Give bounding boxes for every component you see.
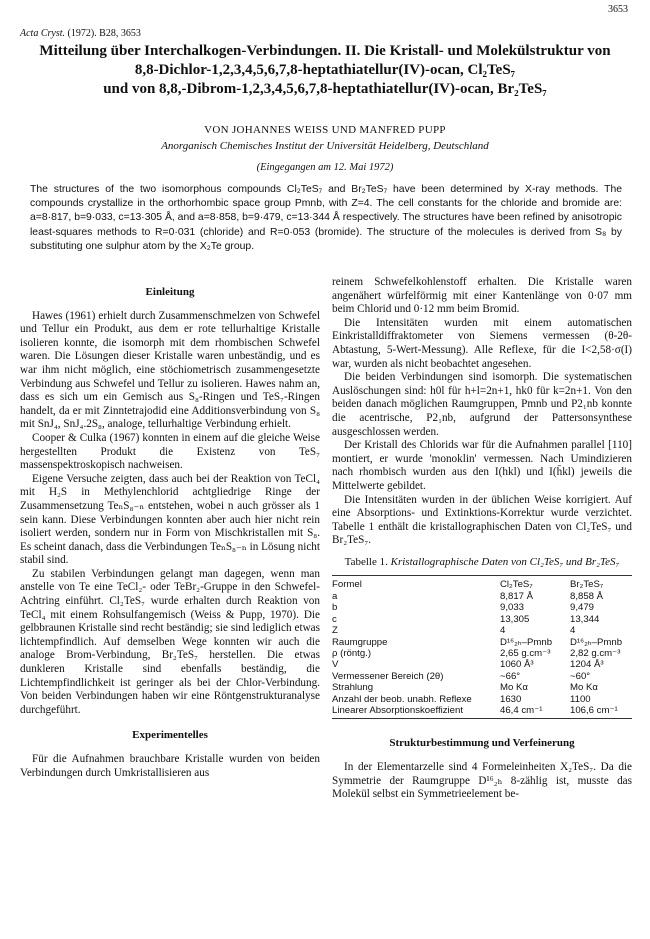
table-cell-property: Formel [332,579,362,591]
received-date: (Eingegangen am 12. Mai 1972) [256,162,394,173]
table-cell-property: Linearer Absorptionskoeffizient [332,704,464,716]
heading-experimentelles: Experimentelles [132,729,208,742]
table-cell-property: Z [332,625,338,637]
paragraph: Zu stabilen Verbindungen gelangt man dagegen, wenn man anstelle von Te eine TeCl₂- oder TeBr₂-Gruppe in den Schwefel-Achtring einführt. Cl₂TeS₇ wurde erhalten durch Reaktion von TeCl₄ mit einem Rohsulfangemisch (Weiss & Pupp, 1970). Die gelbbraunen Kristalle sind recht beständig; sie sind lediglich etwas lichtempfindlich. Auf demselben Wege konnten wir auch die analoge Brom-Verbindung, Br₂TeS₇ herstellen. Die etwas dunkleren Kristalle sind ebenfalls beständig, die Lichtempfindlichkeit ist geringer als bei der Chlor-Verbindung. Von beiden Verbindungen haben wir eine Röntgenstrukturanalyse durchgeführt. [20,567,320,716]
paragraph: Eigene Versuche zeigten, dass auch bei der Reaktion von TeCl₄ mit H₂S in Methylenchlorid achtgliedrige Ringe der Zusammensetzung TeₙS₈₋ₙ entstehen, wobei n auch grösser als 1 sein kann. Diese Verbindungen konnten aber auch hier nicht rein isoliert werden, sondern nur in Form von Mischkristallen mit S₈. Es scheint danach, dass die Verbindungen TeₙS₈₋ₙ in Lösung nicht stabil sind. [20,472,320,567]
table-cell-bromide: 13,344 [570,613,600,625]
table-cell-bromide: D¹⁶₂ₕ–Pmnb [570,636,623,648]
heading-strukturbestimmung: Strukturbestimmung und Verfeinerung [389,737,575,750]
crystal-data-table [332,579,632,716]
table-cell-chloride: 8,817 Å [500,590,534,602]
journal-volume: (1972). B28, 3653 [67,28,141,39]
page-number: 3653 [608,4,628,15]
title-line-2: 8,8-Dichlor-1,2,3,4,5,6,7,8-heptathiatellur(IV)-ocan, Cl₂TeS₇ [134,62,516,78]
table-caption-text: Kristallographische Daten von Cl₂TeS₇ und Br₂TeS₇ [390,555,620,568]
table-cell-bromide: 1100 [570,693,591,705]
paragraph: Die Intensitäten wurden in der üblichen Weise korrigiert. Auf eine Absorptions- und Extinktions-Korrektur wurde verzichtet. Tabelle 1 enthält die kristallographischen Daten von Cl₂TeS₇ und Br₂TeS₇. [332,493,632,547]
table-cell-chloride: Cl₂TeS₇ [500,579,533,591]
table-cell-bromide: Br₂TeS₇ [570,579,604,591]
article-title [14,42,636,99]
table-cell-chloride: D¹⁶₂ₕ–Pmnb [500,636,553,648]
table-cell-bromide: 9,479 [570,602,595,614]
table-row [332,705,632,716]
paragraph: Cooper & Culka (1967) konnten in einem auf die gleiche Weise hergestellten Produkt die Existenz von TeS₇ massenspektroskopisch nachweisen. [20,431,320,472]
table-caption [332,556,632,570]
table-cell-property: b [332,602,338,614]
paragraph: In der Elementarzelle sind 4 Formeleinheiten X₂TeS₇. Da die Symmetrie der Raumgruppe D¹⁶₂ₕ 8-zählig ist, musste das Molekül selbst ein Symmetrieelement be- [332,760,632,801]
table-cell-bromide: Mo Kα [570,682,598,694]
table-row [332,671,632,682]
table-row [332,625,632,636]
table-cell-property: a [332,590,338,602]
abstract: The structures of the two isomorphous compounds Cl₂TeS₇ and Br₂TeS₇ have been determined by X-ray methods. The compounds crystallize in the orthorhombic space group Pmnb, with Z=4. The cell constants for the chloride and bromide are: a=8·817, b=9·033, c=13·305 Å, and a=8·858, b=9·479, c=13·344 Å respectively. The structures have been refined by anisotropic least-squares methods to R=0·031 (chloride) and R=0·053 (bromide). The structure of the molecules is derived from S₈ by substituting one sulphur atom by the X₂Te group. [30,184,622,252]
table-cell-bromide: 8,858 Å [570,590,604,602]
table-top-rule [332,575,632,576]
table-cell-chloride: 13,305 [500,613,530,625]
table-row [332,682,632,693]
table-cell-property: Anzahl der beob. unabh. Reflexe [332,693,472,705]
table-cell-bromide: 106,6 cm⁻¹ [570,704,618,716]
title-line-1: Mitteilung über Interchalkogen-Verbindungen. II. Die Kristall- und Molekülstruktur von [39,43,611,59]
table-cell-property: Raumgruppe [332,636,388,648]
table-cell-bromide: 2,82 g.cm⁻³ [570,647,621,659]
table-row [332,602,632,613]
table-cell-chloride: 46,4 cm⁻¹ [500,704,543,716]
institution: Anorganisch Chemisches Institut der Universität Heidelberg, Deutschland [161,140,489,152]
table-row [332,579,632,590]
table-row [332,591,632,602]
paragraph: Die beiden Verbindungen sind isomorph. Die systematischen Auslöschungen sind: h0l für h+l=2n+1, hk0 für k=2n+1. Von den beiden danach möglichen Raumgruppen, Pmnb und P2₁nb konnte die acentrische, P2₁nb, aufgrund der Pattersonsynthese ausgeschlossen werden. [332,371,632,438]
table-cell-chloride: 2,65 g.cm⁻³ [500,647,551,659]
paragraph: Für die Aufnahmen brauchbare Kristalle wurden von beiden Verbindungen durch Umkristallisieren aus [20,753,320,779]
right-column [332,276,632,802]
table-bottom-rule [332,718,632,719]
table-cell-chloride: 4 [500,625,506,637]
table-cell-chloride: 9,033 [500,602,525,614]
paragraph: Der Kristall des Chlorids war für die Aufnahmen parallel [110] montiert, er wurde 'monoklin' vermessen. Nach Umindizieren nach rhombisch wurden aus den I(hkl) und I(h̄kl) jeweils die Mittelwerte gebildet. [332,439,632,492]
table-row [332,694,632,705]
journal-name: Acta Cryst. [20,28,65,39]
table-row [332,614,632,625]
table-cell-property: Vermessener Bereich (2θ) [332,670,444,682]
paragraph: Hawes (1961) erhielt durch Zusammenschmelzen von Schwefel und Tellur ein Produkt, aus dem er rote tellurhaltige Kristalle isolieren konnte, die isomorph mit dem rhombischen Schwefel waren. Die Lösungen dieser Kristalle waren unbeständig, und es war ihm nicht möglich, eine stöchiometrisch zusammengesetzte Verbindung aus Schwefel und Tellur zu isolieren. Hawes nahm an, dass es sich um ein Gemisch aus S₈-Ringen und TeS₇-Ringen handelt, da er mit Zinntetrajodid eine Additionsverbindung von S₈ mit SnJ₄, SnJ₄.2S₈, analoge, tellurhaltige Verbindung erhielt. [20,309,320,431]
table-row [332,648,632,659]
table-cell-property: c [332,613,337,625]
table-caption-label: Tabelle 1. [344,555,388,568]
table-cell-chloride: 1060 Å³ [500,659,534,671]
table-cell-bromide: ~60° [570,670,591,682]
table-cell-chloride: 1630 [500,693,522,705]
table-cell-chloride: Mo Kα [500,682,528,694]
table-cell-property: ρ (röntg.) [332,647,372,659]
journal-citation [20,28,141,39]
table-cell-chloride: ~66° [500,670,521,682]
title-line-3: und von 8,8,-Dibrom-1,2,3,4,5,6,7,8-heptathiatellur(IV)-ocan, Br₂TeS₇ [103,81,547,97]
left-column [20,280,320,780]
heading-einleitung: Einleitung [145,286,195,298]
paragraph: Die Intensitäten wurden mit einem automatischen Einkristalldiffraktometer von Siemens vermessen (θ-2θ-Abtastung, 5-Wert-Messung). Alle Reflexe, für die I<2,58·σ(I) war, wurden als nicht beobachtet angesehen. [332,316,632,370]
table-row [332,637,632,648]
table-cell-bromide: 1204 Å³ [570,659,604,671]
paragraph: reinem Schwefelkohlenstoff erhalten. Die Kristalle waren angenähert würfelförmig mit einer Kantenlänge von 0·07 mm beim Chlorid und 0·12 mm beim Bromid. [332,276,632,316]
authors: VON JOHANNES WEISS UND MANFRED PUPP [204,124,446,136]
table-cell-bromide: 4 [570,625,576,637]
table-row [332,659,632,670]
table-cell-property: Strahlung [332,682,374,694]
table-cell-property: V [332,659,339,671]
